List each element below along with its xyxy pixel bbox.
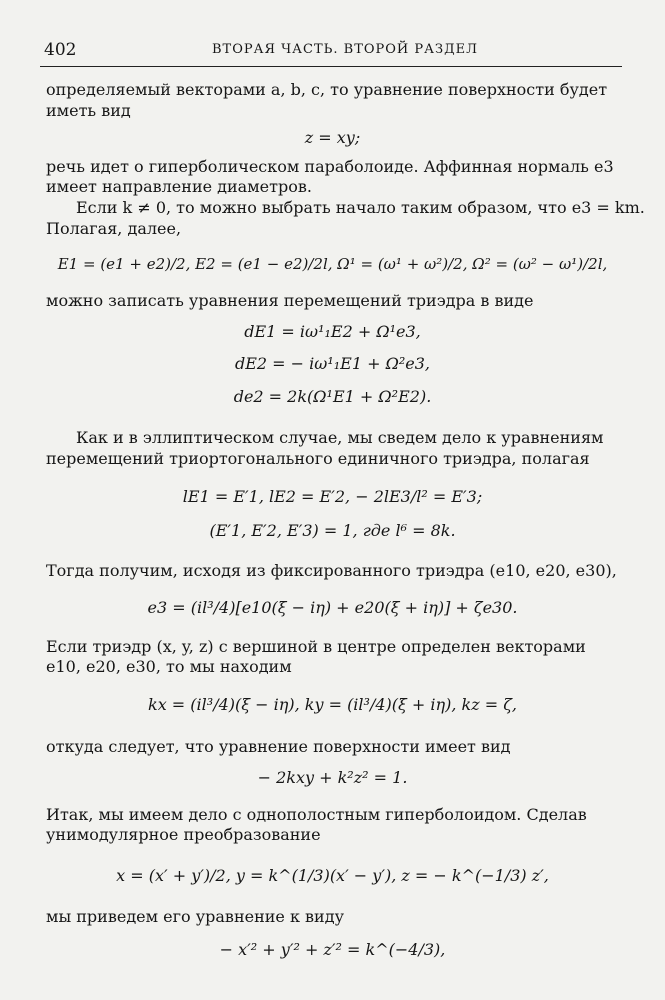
- text-line: Тогда получим, исходя из фиксированного триэдра (e10, e20, e30),: [46, 561, 617, 580]
- equation: kx = (il³/4)(ξ − iη), ky = (il³/4)(ξ + iη), kz = ζ,: [148, 695, 517, 714]
- text-line: имеет направление диаметров.: [46, 177, 312, 196]
- text-line: Если триэдр (x, y, z) с вершиной в центре определен векторами: [46, 637, 586, 656]
- equation: x = (x′ + y′)/2, y = k^(1/3)(x′ − y′), z = − k^(−1/3) z′,: [116, 866, 549, 885]
- text-line: иметь вид: [46, 101, 131, 120]
- running-title: ВТОРАЯ ЧАСТЬ. ВТОРОЙ РАЗДЕЛ: [212, 42, 478, 57]
- text-line: откуда следует, что уравнение поверхности имеет вид: [46, 737, 511, 756]
- text-line: можно записать уравнения перемещений триэдра в виде: [46, 291, 534, 310]
- equation: dE2 = − iω¹₁E1 + Ω²e3,: [234, 354, 430, 373]
- equation: − 2kxy + k²z² = 1.: [257, 768, 408, 787]
- header-rule: [40, 66, 622, 67]
- text-line: Если k ≠ 0, то можно выбрать начало таким образом, что e3 = km.: [76, 198, 645, 217]
- text-line: унимодулярное преобразование: [46, 825, 321, 844]
- equation: − x′² + y′² + z′² = k^(−4/3),: [219, 940, 446, 959]
- equation: e3 = (il³/4)[e10(ξ − iη) + e20(ξ + iη)] + ζe30.: [147, 598, 518, 617]
- page-number: 402: [44, 40, 77, 60]
- equation: de2 = 2k(Ω¹E1 + Ω²E2).: [233, 387, 432, 406]
- equation: dE1 = iω¹₁E2 + Ω¹e3,: [244, 322, 421, 341]
- equation: lE1 = E′1, lE2 = E′2, − 2lE3/l² = E′3;: [182, 487, 483, 506]
- text-line: речь идет о гиперболическом параболоиде. Аффинная нормаль e3: [46, 157, 614, 176]
- equation: E1 = (e1 + e2)/2, E2 = (e1 − e2)/2l, Ω¹ = (ω¹ + ω²)/2, Ω² = (ω² − ω¹)/2l,: [57, 255, 608, 273]
- text-line: e10, e20, e30, то мы находим: [46, 657, 292, 676]
- text-line: Как и в эллиптическом случае, мы сведем дело к уравнениям: [76, 428, 604, 447]
- text-line: мы приведем его уравнение к виду: [46, 907, 344, 926]
- text-line: определяемый векторами a, b, c, то уравнение поверхности будет: [46, 80, 608, 99]
- equation: (E′1, E′2, E′3) = 1, где l⁶ = 8k.: [209, 521, 456, 540]
- text-line: перемещений триортогонального единичного триэдра, полагая: [46, 449, 590, 468]
- text-line: Итак, мы имеем дело с однополостным гиперболоидом. Сделав: [46, 805, 587, 824]
- text-line: Полагая, далее,: [46, 219, 182, 238]
- equation: z = xy;: [304, 128, 361, 147]
